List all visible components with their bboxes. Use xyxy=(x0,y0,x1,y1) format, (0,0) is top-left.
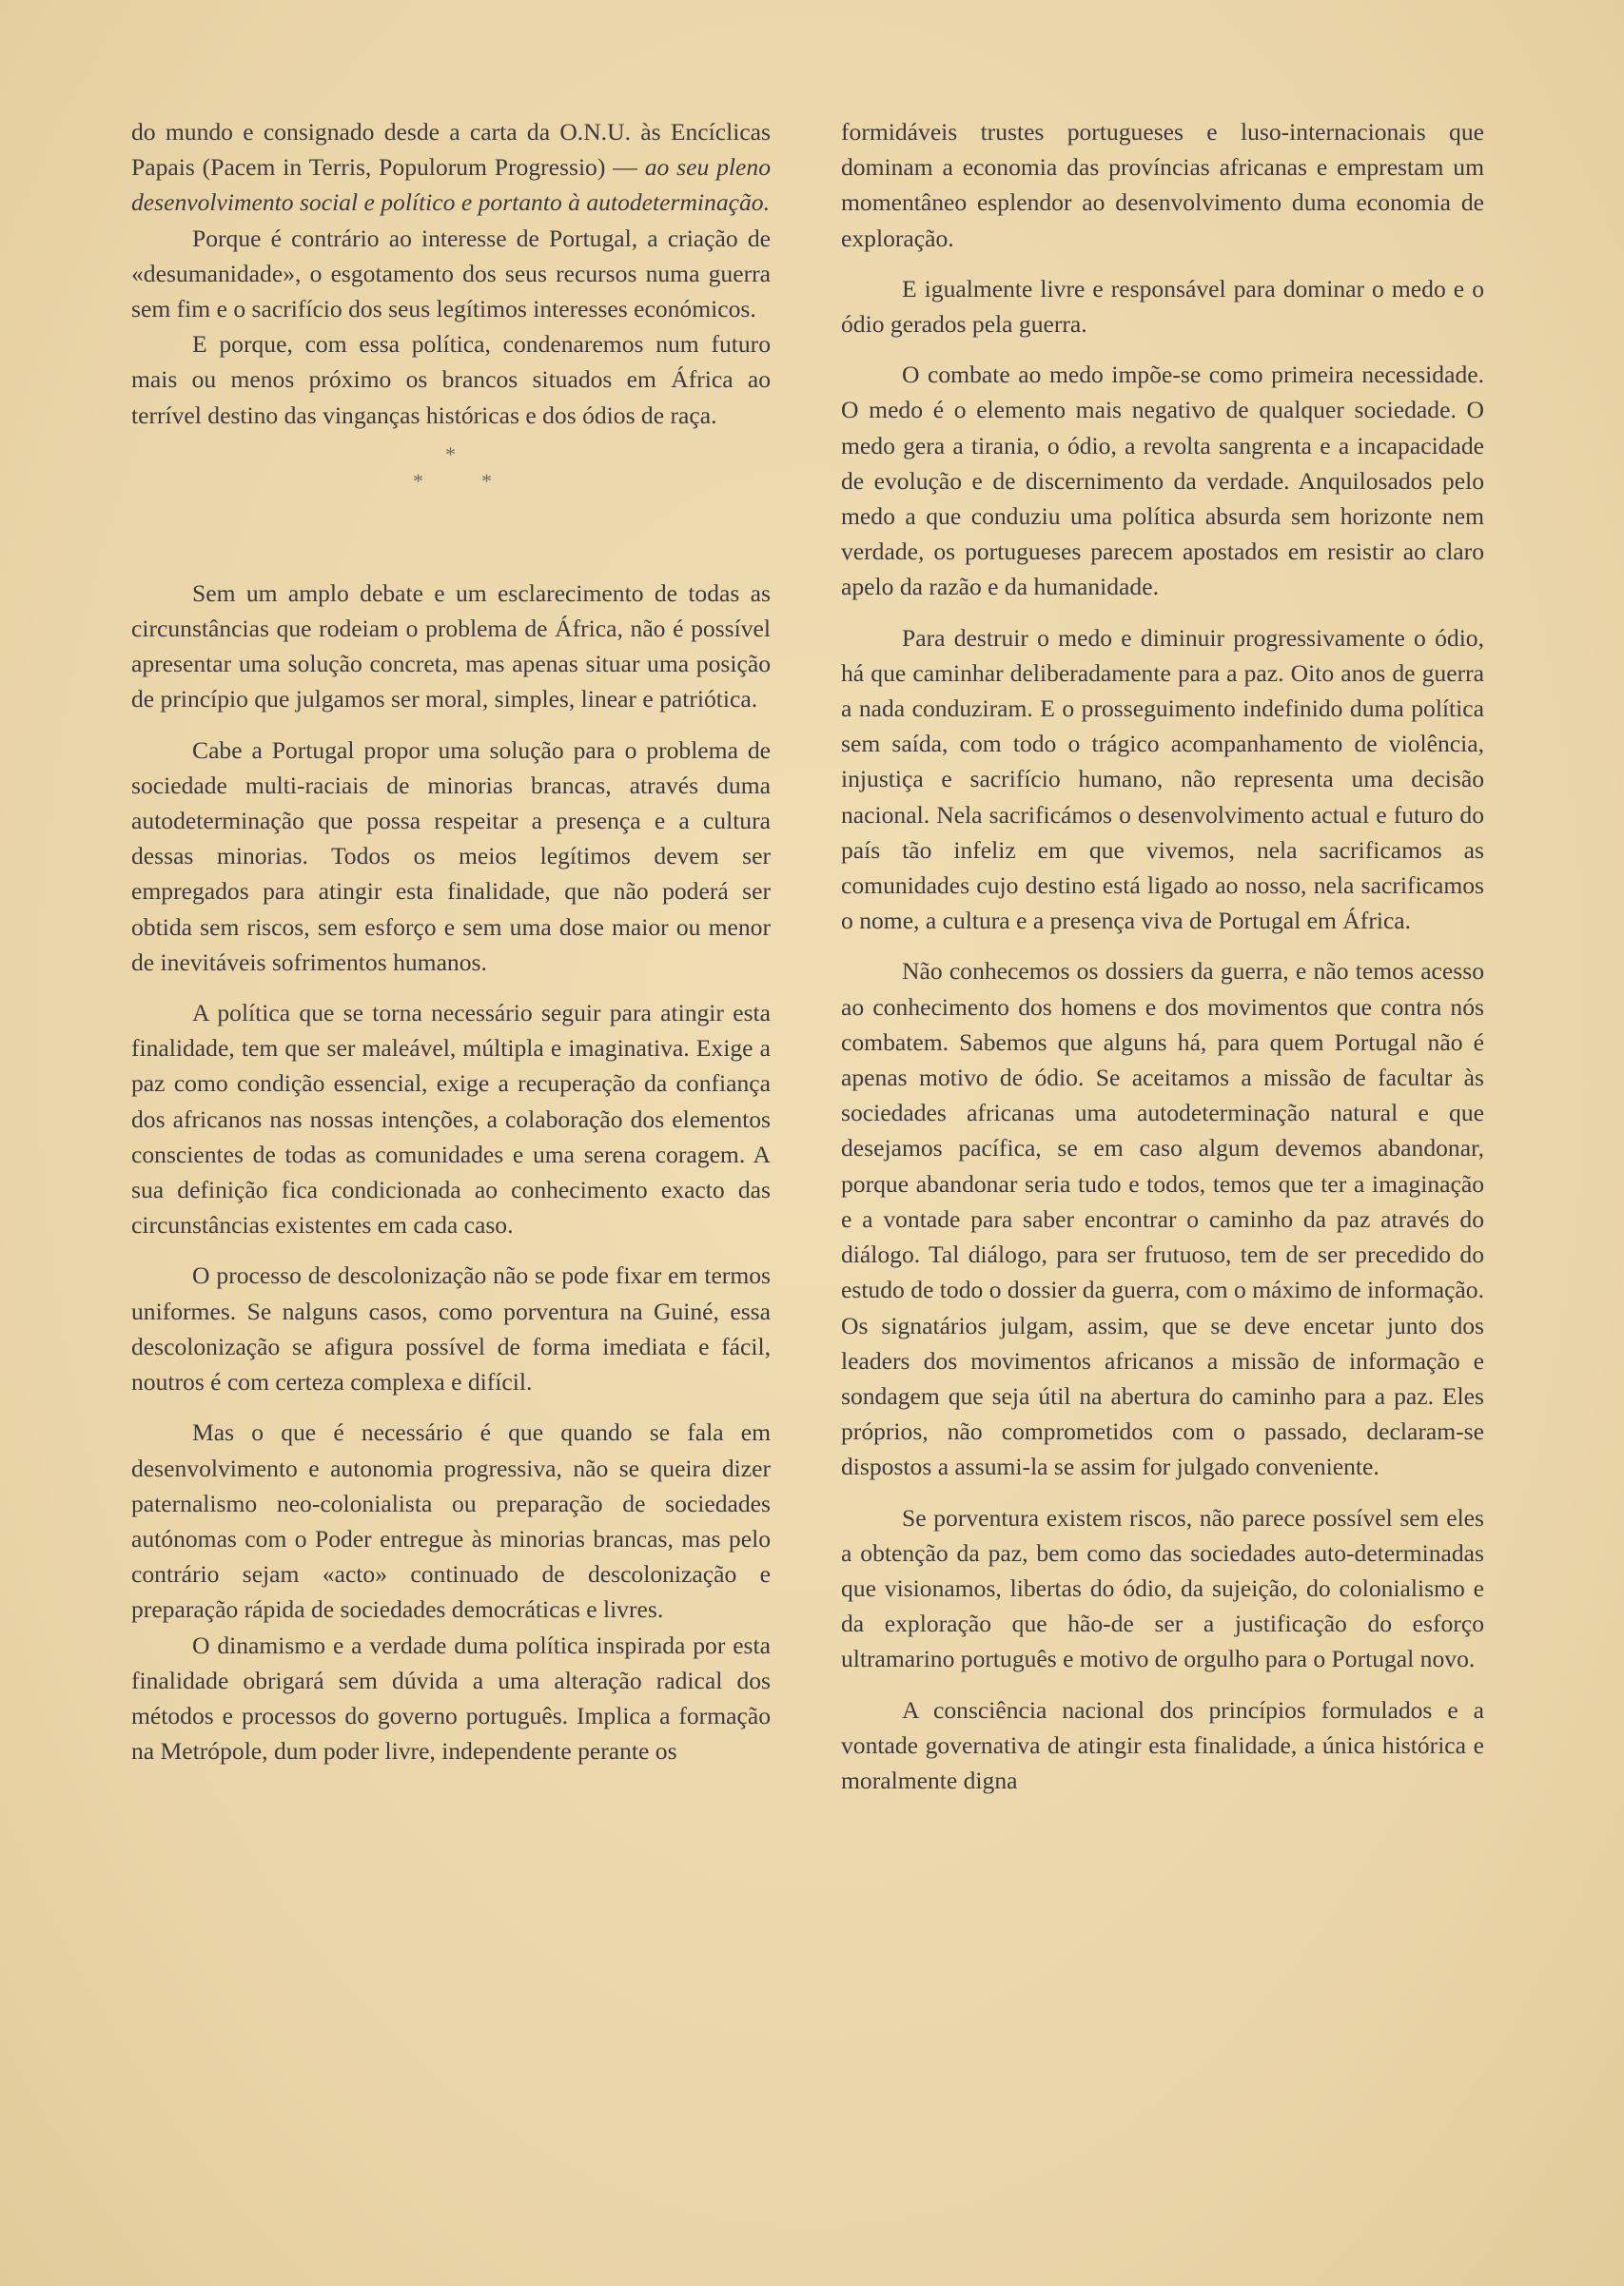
right-column xyxy=(841,114,1484,1798)
paragraph: E igualmente livre e responsável para dominar o medo e o ódio gerados pela guerra. xyxy=(841,274,1484,339)
paragraph: Se porventura existem riscos, não parece possível sem eles a obtenção da paz, bem como das sociedades auto-determinadas que visionamos, libertas do ódio, da sujeição, do colonialismo e da exploração que hão-de ser a justificação do esforço ultramarino português e motivo de orgulho para o Portugal novo. xyxy=(841,1503,1484,1673)
paragraph: Porque é contrário ao interesse de Portugal, a criação de «desumanidade», o esgotamento dos seus recursos numa guerra sem fim e o sacrifício dos seus legítimos interesses económicos. xyxy=(131,224,771,323)
paragraph: O combate ao medo impõe-se como primeira necessidade. O medo é o elemento mais negativo de qualquer sociedade. O medo gera a tirania, o ódio, a revolta sangrenta e a incapacidade de evolução e de discernimento da verdade. Anquilosados pelo medo a que conduziu uma política absurda sem horizonte nem verdade, os portugueses parecem apostados em resistir ao claro apelo da razão e da humanidade. xyxy=(841,361,1484,601)
asterisk: * xyxy=(481,468,492,493)
paragraph: A consciência nacional dos princípios formulados e a vontade governativa de atingir esta finalidade, a única histórica e moralmente digna xyxy=(841,1695,1484,1794)
left-column xyxy=(131,114,771,1768)
paragraph xyxy=(131,114,771,221)
emphasis-text: ao seu pleno desenvolvimento social e político e portanto à autodeterminação. xyxy=(131,153,771,217)
paragraph: A política que se torna necessário seguir para atingir esta finalidade, tem que ser maleável, múltipla e imaginativa. Exige a paz como condição essencial, exige a recuperação da confiança dos africanos nas nossas intenções, a colaboração dos elementos conscientes de todas as comunidades e uma serena coragem. A sua definição fica condicionada ao conhecimento exacto das circunstâncias existentes em cada caso. xyxy=(131,999,771,1240)
paragraph: O processo de descolonização não se pode fixar em termos uniformes. Se nalguns casos, como porventura na Guiné, essa descolonização se afigura possível de forma imediata e fácil, noutros é com certeza complexa e difícil. xyxy=(131,1261,771,1397)
asterism-separator xyxy=(131,433,771,576)
paragraph: Para destruir o medo e diminuir progressivamente o ódio, há que caminhar deliberadamente para a paz. Oito anos de guerra a nada conduziram. E o prosseguimento indefinido duma política sem saída, com todo o trágico acompanhamento de violência, injustiça e sacrifício humano, não representa uma decisão nacional. Nela sacrificámos o desenvolvimento actual e futuro do país tão infeliz em que vivemos, nela sacrificamos as comunidades cujo destino está ligado ao nosso, nela sacrificamos o nome, a cultura e a presença viva de Portugal em África. xyxy=(841,623,1484,935)
paragraph-text: do mundo e consignado desde a carta da O.N.U. às Encíclicas Papais (Pacem in Terris, Populorum Progressio) — xyxy=(131,118,771,182)
paragraph: O dinamismo e a verdade duma política inspirada por esta finalidade obrigará sem dúvida a uma alteração radical dos métodos e processos do governo português. Implica a formação na Metrópole, dum poder livre, independente perante os xyxy=(131,1631,771,1766)
paragraph: formidáveis trustes portugueses e luso-internacionais que dominam a economia das províncias africanas e emprestam um momentâneo esplendor ao desenvolvimento duma economia de exploração. xyxy=(841,118,1484,252)
paragraph: Sem um amplo debate e um esclarecimento de todas as circunstâncias que rodeiam o problema de África, não é possível apresentar uma solução concreta, mas apenas situar uma posição de princípio que julgamos ser moral, simples, linear e patriótica. xyxy=(131,578,771,713)
paragraph: E porque, com essa política, condenaremos num futuro mais ou menos próximo os brancos situados em África ao terrível destino das vinganças históricas e dos ódios de raça. xyxy=(131,330,771,429)
asterisk: * xyxy=(445,441,456,466)
paragraph: Cabe a Portugal propor uma solução para o problema de sociedade multi-raciais de minorias brancas, através duma autodeterminação que possa respeitar a presença e a cultura dessas minorias. Todos os meios legítimos devem ser empregados para atingir esta finalidade, que não poderá ser obtida sem riscos, sem esforço e sem uma dose maior ou menor de inevitáveis sofrimentos humanos. xyxy=(131,735,771,976)
paragraph: Não conhecemos os dossiers da guerra, e não temos acesso ao conhecimento dos homens e dos movimentos que contra nós combatem. Sabemos que alguns há, para quem Portugal não é apenas motivo de ódio. Se aceitamos a missão de facultar às sociedades africanas uma autodeterminação natural e que desejamos pacífica, se em caso algum devemos abandonar, porque abandonar seria tudo e todos, temos que ter a imaginação e a vontade para saber encontrar o caminho da paz através do diálogo. Tal diálogo, para ser frutuoso, tem de ser precedido do estudo de todo o dossier da guerra, com o máximo de informação. Os signatários julgam, assim, que se deve encetar junto dos leaders dos movimentos africanos a missão de informação e sondagem que seja útil na abertura do caminho para a paz. Eles próprios, não comprometidos com o passado, declaram-se dispostos a assumi-la se assim for julgado conveniente. xyxy=(841,957,1484,1481)
asterisk: * xyxy=(413,468,423,493)
paragraph: Mas o que é necessário é que quando se fala em desenvolvimento e autonomia progressiva, não se queira dizer paternalismo neo-colonialista ou preparação de sociedades autónomas com o Poder entregue às minorias brancas, mas pelo contrário sejam «acto» continuado de descolonização e preparação rápida de sociedades democráticas e livres. xyxy=(131,1418,771,1624)
